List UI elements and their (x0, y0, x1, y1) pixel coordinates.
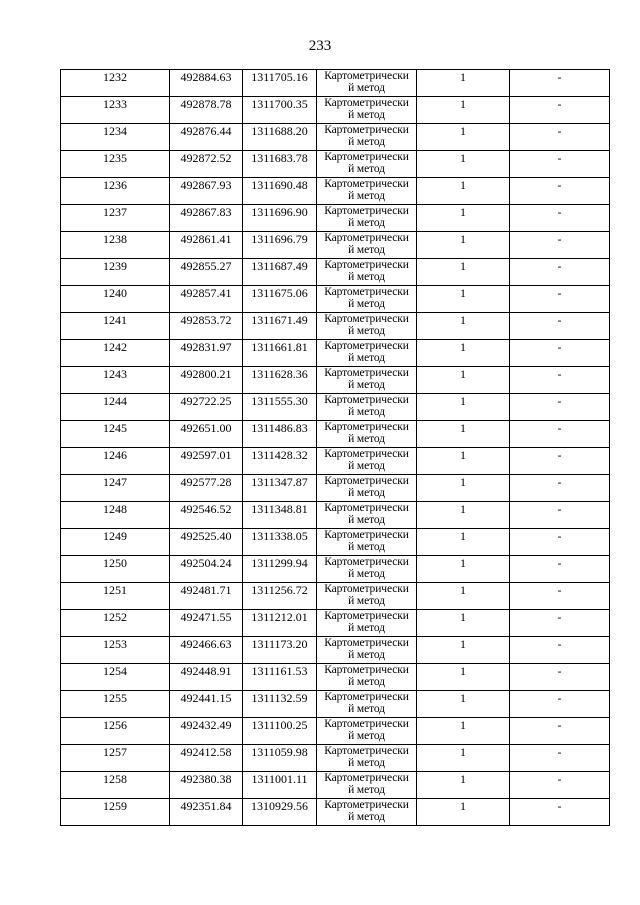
accuracy-cell: 1 (417, 97, 510, 124)
table-row (61, 475, 610, 502)
y-coordinate-cell: 1311212.01 (243, 610, 317, 637)
method-text-line1: Картометрически (324, 448, 409, 460)
accuracy-cell: 1 (417, 394, 510, 421)
method-cell (317, 178, 417, 205)
point-number-cell: 1239 (61, 259, 170, 286)
method-text-line2: й метод (348, 649, 385, 661)
accuracy-cell: 1 (417, 151, 510, 178)
table-row (61, 556, 610, 583)
method-text-line2: й метод (348, 298, 385, 310)
method-cell (317, 70, 417, 97)
note-cell: - (510, 502, 610, 529)
note-cell: - (510, 799, 610, 826)
table-row (61, 799, 610, 826)
point-number-cell: 1243 (61, 367, 170, 394)
note-cell: - (510, 556, 610, 583)
x-coordinate-cell: 492831.97 (170, 340, 243, 367)
method-cell (317, 529, 417, 556)
method-cell (317, 772, 417, 799)
y-coordinate-cell: 1311428.32 (243, 448, 317, 475)
point-number-cell: 1253 (61, 637, 170, 664)
y-coordinate-cell: 1311628.36 (243, 367, 317, 394)
x-coordinate-cell: 492855.27 (170, 259, 243, 286)
x-coordinate-cell: 492876.44 (170, 124, 243, 151)
accuracy-cell: 1 (417, 529, 510, 556)
method-text-line2: й метод (348, 622, 385, 634)
x-coordinate-cell: 492857.41 (170, 286, 243, 313)
method-cell (317, 259, 417, 286)
accuracy-cell: 1 (417, 70, 510, 97)
note-cell: - (510, 745, 610, 772)
note-cell: - (510, 178, 610, 205)
table-row (61, 259, 610, 286)
page-number: 233 (308, 38, 332, 54)
method-cell (317, 637, 417, 664)
method-text-line2: й метод (348, 730, 385, 742)
table-row (61, 583, 610, 610)
method-text-line1: Картометрически (324, 151, 409, 163)
table-row (61, 151, 610, 178)
y-coordinate-cell: 1311690.48 (243, 178, 317, 205)
method-text-line2: й метод (348, 82, 385, 94)
method-text-line2: й метод (348, 460, 385, 472)
y-coordinate-cell: 1311555.30 (243, 394, 317, 421)
point-number-cell: 1257 (61, 745, 170, 772)
x-coordinate-cell: 492651.00 (170, 421, 243, 448)
method-text-line2: й метод (348, 757, 385, 769)
method-text-line1: Картометрически (324, 367, 409, 379)
x-coordinate-cell: 492722.25 (170, 394, 243, 421)
method-text-line2: й метод (348, 163, 385, 175)
y-coordinate-cell: 1311696.90 (243, 205, 317, 232)
table-row (61, 502, 610, 529)
coordinates-table (60, 69, 610, 826)
method-cell (317, 691, 417, 718)
point-number-cell: 1248 (61, 502, 170, 529)
accuracy-cell: 1 (417, 286, 510, 313)
note-cell: - (510, 367, 610, 394)
point-number-cell: 1238 (61, 232, 170, 259)
y-coordinate-cell: 1311299.94 (243, 556, 317, 583)
x-coordinate-cell: 492471.55 (170, 610, 243, 637)
note-cell: - (510, 313, 610, 340)
method-cell (317, 205, 417, 232)
table-row (61, 421, 610, 448)
method-text-line1: Картометрически (324, 664, 409, 676)
accuracy-cell: 1 (417, 556, 510, 583)
y-coordinate-cell: 1311338.05 (243, 529, 317, 556)
x-coordinate-cell: 492525.40 (170, 529, 243, 556)
method-text-line2: й метод (348, 352, 385, 364)
note-cell: - (510, 421, 610, 448)
y-coordinate-cell: 1311256.72 (243, 583, 317, 610)
point-number-cell: 1244 (61, 394, 170, 421)
point-number-cell: 1242 (61, 340, 170, 367)
method-text-line2: й метод (348, 676, 385, 688)
method-text-line1: Картометрически (324, 124, 409, 136)
coordinates-table-body (61, 70, 610, 826)
method-cell (317, 340, 417, 367)
accuracy-cell: 1 (417, 502, 510, 529)
x-coordinate-cell: 492867.93 (170, 178, 243, 205)
table-row (61, 664, 610, 691)
accuracy-cell: 1 (417, 367, 510, 394)
method-text-line1: Картометрически (324, 610, 409, 622)
note-cell: - (510, 529, 610, 556)
note-cell: - (510, 583, 610, 610)
accuracy-cell: 1 (417, 745, 510, 772)
y-coordinate-cell: 1311348.81 (243, 502, 317, 529)
method-text-line2: й метод (348, 190, 385, 202)
y-coordinate-cell: 1311486.83 (243, 421, 317, 448)
method-text-line1: Картометрически (324, 259, 409, 271)
method-cell (317, 394, 417, 421)
point-number-cell: 1246 (61, 448, 170, 475)
method-text-line1: Картометрически (324, 475, 409, 487)
accuracy-cell: 1 (417, 421, 510, 448)
point-number-cell: 1256 (61, 718, 170, 745)
method-text-line2: й метод (348, 568, 385, 580)
method-text-line1: Картометрически (324, 772, 409, 784)
method-cell (317, 151, 417, 178)
method-cell (317, 286, 417, 313)
accuracy-cell: 1 (417, 340, 510, 367)
table-row (61, 637, 610, 664)
table-row (61, 718, 610, 745)
y-coordinate-cell: 1311059.98 (243, 745, 317, 772)
table-row (61, 313, 610, 340)
x-coordinate-cell: 492872.52 (170, 151, 243, 178)
table-row (61, 97, 610, 124)
table-row (61, 529, 610, 556)
method-cell (317, 799, 417, 826)
method-text-line1: Картометрически (324, 205, 409, 217)
accuracy-cell: 1 (417, 259, 510, 286)
point-number-cell: 1254 (61, 664, 170, 691)
point-number-cell: 1252 (61, 610, 170, 637)
table-row (61, 124, 610, 151)
point-number-cell: 1233 (61, 97, 170, 124)
accuracy-cell: 1 (417, 124, 510, 151)
note-cell: - (510, 205, 610, 232)
y-coordinate-cell: 1311700.35 (243, 97, 317, 124)
accuracy-cell: 1 (417, 205, 510, 232)
method-text-line2: й метод (348, 811, 385, 823)
point-number-cell: 1240 (61, 286, 170, 313)
table-row (61, 286, 610, 313)
x-coordinate-cell: 492481.71 (170, 583, 243, 610)
table-row (61, 367, 610, 394)
method-cell (317, 502, 417, 529)
method-text-line1: Картометрически (324, 97, 409, 109)
y-coordinate-cell: 1311132.59 (243, 691, 317, 718)
note-cell: - (510, 637, 610, 664)
point-number-cell: 1234 (61, 124, 170, 151)
method-text-line2: й метод (348, 487, 385, 499)
method-text-line1: Картометрически (324, 718, 409, 730)
method-text-line1: Картометрически (324, 799, 409, 811)
note-cell: - (510, 448, 610, 475)
accuracy-cell: 1 (417, 664, 510, 691)
y-coordinate-cell: 1311173.20 (243, 637, 317, 664)
table-row (61, 691, 610, 718)
method-text-line2: й метод (348, 784, 385, 796)
method-cell (317, 232, 417, 259)
method-text-line2: й метод (348, 406, 385, 418)
method-cell (317, 313, 417, 340)
x-coordinate-cell: 492597.01 (170, 448, 243, 475)
x-coordinate-cell: 492432.49 (170, 718, 243, 745)
y-coordinate-cell: 1311696.79 (243, 232, 317, 259)
method-text-line2: й метод (348, 433, 385, 445)
method-text-line2: й метод (348, 514, 385, 526)
note-cell: - (510, 772, 610, 799)
x-coordinate-cell: 492546.52 (170, 502, 243, 529)
table-row (61, 745, 610, 772)
accuracy-cell: 1 (417, 178, 510, 205)
method-cell (317, 421, 417, 448)
accuracy-cell: 1 (417, 475, 510, 502)
table-row (61, 772, 610, 799)
method-text-line1: Картометрически (324, 421, 409, 433)
y-coordinate-cell: 1310929.56 (243, 799, 317, 826)
accuracy-cell: 1 (417, 610, 510, 637)
note-cell: - (510, 718, 610, 745)
method-cell (317, 610, 417, 637)
x-coordinate-cell: 492867.83 (170, 205, 243, 232)
method-cell (317, 97, 417, 124)
note-cell: - (510, 232, 610, 259)
x-coordinate-cell: 492853.72 (170, 313, 243, 340)
note-cell: - (510, 340, 610, 367)
y-coordinate-cell: 1311347.87 (243, 475, 317, 502)
method-text-line1: Картометрически (324, 637, 409, 649)
method-text-line2: й метод (348, 109, 385, 121)
accuracy-cell: 1 (417, 799, 510, 826)
method-cell (317, 556, 417, 583)
point-number-cell: 1232 (61, 70, 170, 97)
point-number-cell: 1235 (61, 151, 170, 178)
method-text-line1: Картометрически (324, 70, 409, 82)
accuracy-cell: 1 (417, 637, 510, 664)
y-coordinate-cell: 1311705.16 (243, 70, 317, 97)
table-row (61, 340, 610, 367)
method-text-line1: Картометрически (324, 232, 409, 244)
point-number-cell: 1249 (61, 529, 170, 556)
point-number-cell: 1245 (61, 421, 170, 448)
y-coordinate-cell: 1311687.49 (243, 259, 317, 286)
x-coordinate-cell: 492466.63 (170, 637, 243, 664)
method-text-line1: Картометрически (324, 502, 409, 514)
method-cell (317, 448, 417, 475)
point-number-cell: 1237 (61, 205, 170, 232)
method-text-line1: Картометрически (324, 178, 409, 190)
point-number-cell: 1259 (61, 799, 170, 826)
method-text-line1: Картометрически (324, 394, 409, 406)
accuracy-cell: 1 (417, 232, 510, 259)
method-cell (317, 718, 417, 745)
accuracy-cell: 1 (417, 313, 510, 340)
note-cell: - (510, 97, 610, 124)
note-cell: - (510, 394, 610, 421)
x-coordinate-cell: 492441.15 (170, 691, 243, 718)
point-number-cell: 1247 (61, 475, 170, 502)
accuracy-cell: 1 (417, 772, 510, 799)
method-text-line2: й метод (348, 541, 385, 553)
note-cell: - (510, 124, 610, 151)
method-text-line1: Картометрически (324, 529, 409, 541)
y-coordinate-cell: 1311688.20 (243, 124, 317, 151)
method-text-line2: й метод (348, 136, 385, 148)
y-coordinate-cell: 1311661.81 (243, 340, 317, 367)
method-cell (317, 124, 417, 151)
y-coordinate-cell: 1311683.78 (243, 151, 317, 178)
accuracy-cell: 1 (417, 691, 510, 718)
method-cell (317, 367, 417, 394)
x-coordinate-cell: 492577.28 (170, 475, 243, 502)
method-cell (317, 475, 417, 502)
method-text-line1: Картометрически (324, 313, 409, 325)
x-coordinate-cell: 492448.91 (170, 664, 243, 691)
method-text-line1: Картометрически (324, 286, 409, 298)
point-number-cell: 1255 (61, 691, 170, 718)
method-text-line1: Картометрически (324, 340, 409, 352)
point-number-cell: 1251 (61, 583, 170, 610)
method-text-line2: й метод (348, 379, 385, 391)
note-cell: - (510, 664, 610, 691)
x-coordinate-cell: 492380.38 (170, 772, 243, 799)
x-coordinate-cell: 492351.84 (170, 799, 243, 826)
method-text-line2: й метод (348, 244, 385, 256)
method-cell (317, 664, 417, 691)
accuracy-cell: 1 (417, 583, 510, 610)
point-number-cell: 1250 (61, 556, 170, 583)
method-text-line1: Картометрически (324, 745, 409, 757)
note-cell: - (510, 475, 610, 502)
note-cell: - (510, 70, 610, 97)
x-coordinate-cell: 492504.24 (170, 556, 243, 583)
y-coordinate-cell: 1311001.11 (243, 772, 317, 799)
method-text-line2: й метод (348, 595, 385, 607)
x-coordinate-cell: 492800.21 (170, 367, 243, 394)
y-coordinate-cell: 1311675.06 (243, 286, 317, 313)
table-row (61, 232, 610, 259)
method-text-line1: Картометрически (324, 691, 409, 703)
y-coordinate-cell: 1311100.25 (243, 718, 317, 745)
method-text-line2: й метод (348, 325, 385, 337)
note-cell: - (510, 259, 610, 286)
x-coordinate-cell: 492861.41 (170, 232, 243, 259)
method-text-line2: й метод (348, 703, 385, 715)
table-row (61, 610, 610, 637)
y-coordinate-cell: 1311161.53 (243, 664, 317, 691)
table-row (61, 448, 610, 475)
method-text-line2: й метод (348, 271, 385, 283)
note-cell: - (510, 691, 610, 718)
x-coordinate-cell: 492884.63 (170, 70, 243, 97)
note-cell: - (510, 151, 610, 178)
table-row (61, 70, 610, 97)
method-text-line2: й метод (348, 217, 385, 229)
table-row (61, 205, 610, 232)
accuracy-cell: 1 (417, 448, 510, 475)
point-number-cell: 1241 (61, 313, 170, 340)
y-coordinate-cell: 1311671.49 (243, 313, 317, 340)
note-cell: - (510, 610, 610, 637)
note-cell: - (510, 286, 610, 313)
point-number-cell: 1236 (61, 178, 170, 205)
method-text-line1: Картометрически (324, 583, 409, 595)
table-row (61, 178, 610, 205)
method-cell (317, 745, 417, 772)
point-number-cell: 1258 (61, 772, 170, 799)
x-coordinate-cell: 492412.58 (170, 745, 243, 772)
table-row (61, 394, 610, 421)
x-coordinate-cell: 492878.78 (170, 97, 243, 124)
accuracy-cell: 1 (417, 718, 510, 745)
method-text-line1: Картометрически (324, 556, 409, 568)
method-cell (317, 583, 417, 610)
